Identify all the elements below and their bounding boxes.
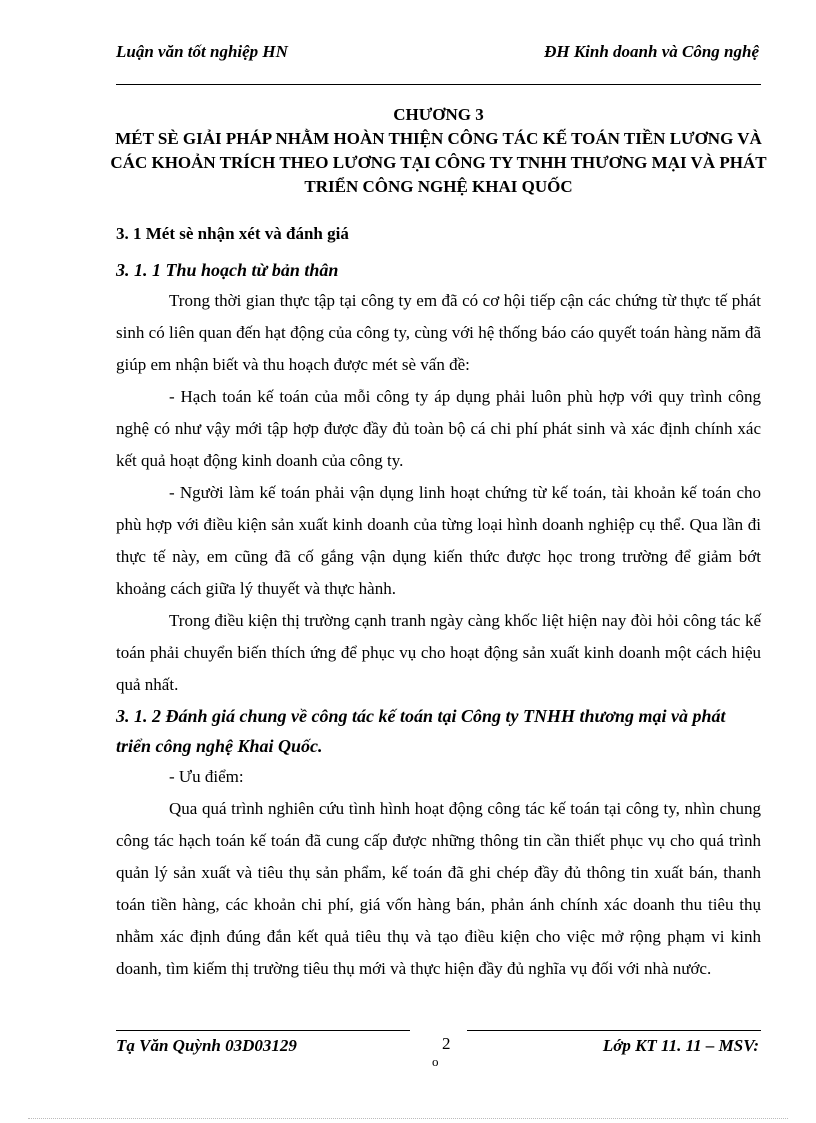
paragraph-3: - Người làm kế toán phải vận dụng linh hoạt chứng từ kế toán, tài khoản kế toán cho phù hợp với điều kiện sản xuất kinh doanh của từng loại hình doanh nghiệp cụ thể. Qua lần đi thực tế này, em cũng đã cố gắng vận dụng kiến thức được học trong trường để giảm bớt khoảng cách giữa lý thuyết và thực hành. bbox=[116, 483, 761, 598]
paragraph-1: Trong thời gian thực tập tại công ty em đã có cơ hội tiếp cận các chứng từ thực tế phát sinh có liên quan đến hạt động của công ty, cùng với hệ thống báo cáo quyết toán hàng năm đã giúp em nhận biết và thu hoạch được mét sè vấn đề: bbox=[116, 291, 761, 374]
footer-divider-left bbox=[116, 1030, 410, 1031]
footer-class: Lớp KT 11. 11 – MSV: bbox=[602, 1036, 759, 1055]
chapter-title: MÉT SÈ GIẢI PHÁP NHẰM HOÀN THIỆN CÔNG TÁC KẾ TOÁN TIỀN LƯƠNG VÀ CÁC KHOẢN TRÍCH THEO LƯƠNG TẠI CÔNG TY TNHH THƯƠNG MẠI VÀ PHÁT TRIỂN CÔNG NGHỆ KHAI QUỐC bbox=[110, 129, 767, 196]
section-heading: 3. 1 Mét sè nhận xét và đánh giá bbox=[116, 224, 349, 243]
footer-divider-right bbox=[467, 1030, 761, 1031]
document-body bbox=[116, 222, 761, 985]
page-mark: o bbox=[432, 1054, 439, 1069]
page-number: 2 bbox=[442, 1034, 451, 1053]
chapter-label: CHƯƠNG 3 bbox=[393, 105, 484, 124]
subsection-heading-1: 3. 1. 1 Thu hoạch từ bản thân bbox=[116, 260, 339, 280]
page-bottom-border bbox=[28, 1118, 788, 1119]
footer-author: Tạ Văn Quỳnh 03D03129 bbox=[116, 1036, 297, 1055]
paragraph-2: - Hạch toán kế toán của mỗi công ty áp dụng phải luôn phù hợp với quy trình công nghệ có như vậy mới tập hợp được đầy đủ toàn bộ cá chi phí phát sinh và xác định chính xác kết quả hoạt động kinh doanh của công ty. bbox=[116, 387, 761, 470]
header-divider bbox=[116, 84, 761, 85]
header-university: ĐH Kinh doanh và Công nghệ bbox=[544, 42, 759, 61]
paragraph-4: Trong điều kiện thị trường cạnh tranh ngày càng khốc liệt hiện nay đòi hỏi công tác kế toán phải chuyển biến thích ứng để phục vụ cho hoạt động sản xuất kinh doanh một cách hiệu quả nhất. bbox=[116, 611, 761, 694]
subsection-heading-2: 3. 1. 2 Đánh giá chung về công tác kế toán tại Công ty TNHH thương mại và phát triển công nghệ Khai Quốc. bbox=[116, 706, 726, 756]
advantages-paragraph: Qua quá trình nghiên cứu tình hình hoạt động công tác kế toán tại công ty, nhìn chung công tác hạch toán kế toán đã cung cấp được những thông tin cần thiết phục vụ cho quá trình quản lý sản xuất và tiêu thụ sản phẩm, kế toán đã ghi chép đầy đủ thông tin xuất bán, thanh toán tiền hàng, các khoản chi phí, giá vốn hàng bán, phản ánh chính xác doanh thu tiêu thụ nhằm xác định đúng đắn kết quả tiêu thụ và tạo điều kiện cho việc mở rộng phạm vi kinh doanh, tìm kiếm thị trường tiêu thụ mới và thực hiện đầy đủ nghĩa vụ đối với nhà nước. bbox=[116, 799, 761, 978]
advantages-label: - Ưu điểm: bbox=[169, 767, 244, 786]
header-thesis-label: Luận văn tốt nghiệp HN bbox=[116, 42, 288, 61]
